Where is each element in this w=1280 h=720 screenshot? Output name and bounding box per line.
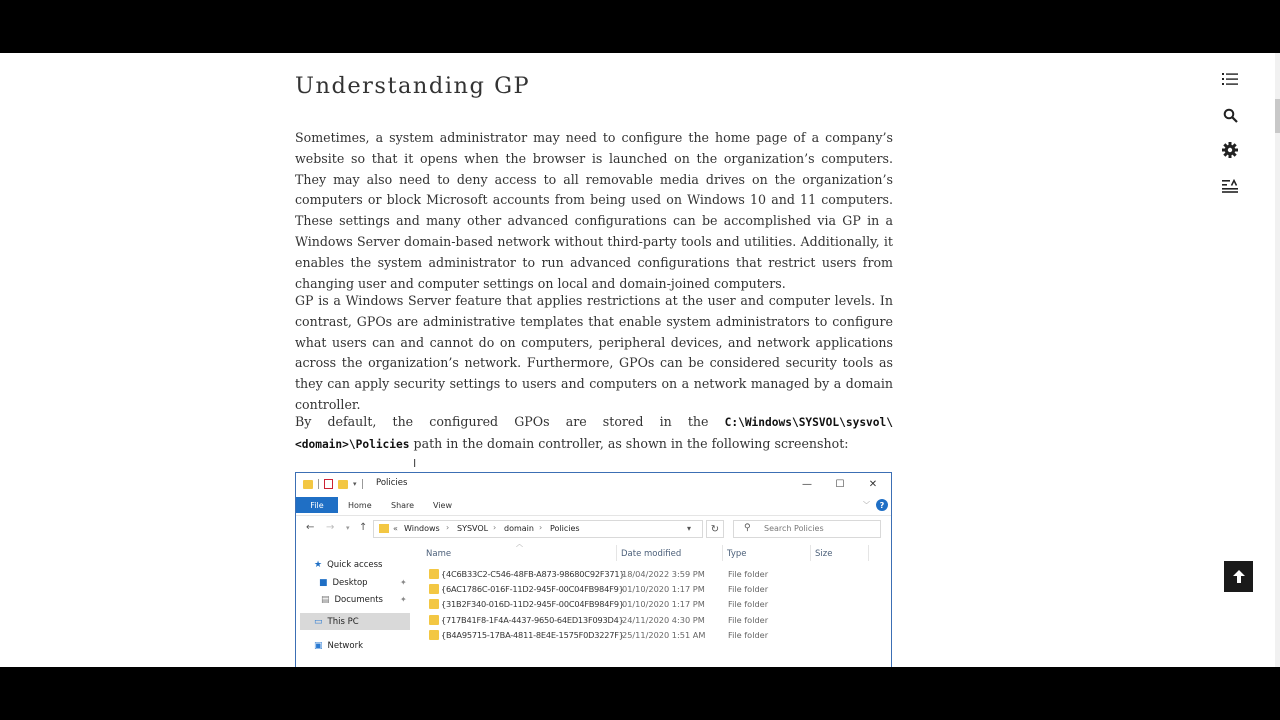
- window-title: Policies: [376, 478, 408, 488]
- computer-icon: ▭: [314, 617, 323, 627]
- file-type: File folder: [728, 615, 769, 625]
- file-type: File folder: [728, 599, 769, 609]
- pin-icon: ✦: [400, 595, 407, 604]
- list-icon: [1222, 72, 1238, 86]
- file-type: File folder: [728, 584, 769, 594]
- reading-settings-button[interactable]: [1218, 174, 1242, 198]
- nav-item-network: [314, 638, 363, 654]
- file-name: {6AC1786C-016F-11D2-945F-00C04FB984F9}: [441, 584, 624, 594]
- network-icon: ▣: [314, 641, 323, 651]
- nav-item-quick-access: [314, 557, 382, 573]
- text-cursor-icon: I: [413, 457, 417, 470]
- table-of-contents-button[interactable]: [1218, 67, 1242, 91]
- breadcrumb-policies: Policies: [550, 524, 580, 533]
- minimize-icon: —: [802, 478, 812, 490]
- expand-ribbon-icon: ﹀: [863, 501, 870, 509]
- page-title: Understanding GP: [295, 73, 531, 99]
- paragraph-3-text-before: By default, the configured GPOs are stored in the: [295, 414, 725, 429]
- file-row: [426, 613, 886, 628]
- file-type: File folder: [728, 569, 769, 579]
- close-icon: ✕: [868, 478, 878, 490]
- paragraph-3: [295, 412, 893, 456]
- folder-icon: [379, 524, 389, 533]
- refresh-icon: ↻: [706, 520, 724, 538]
- column-header-name: Name: [426, 549, 452, 559]
- column-divider: [722, 545, 723, 561]
- file-row: [426, 597, 886, 612]
- up-arrow-icon: ↑: [359, 522, 368, 533]
- file-name: {31B2F340-016D-11D2-945F-00C04FB984F9}: [441, 599, 624, 609]
- gear-icon: [1222, 142, 1238, 158]
- ribbon-tabs: [296, 496, 891, 514]
- quick-access-toolbar: [303, 479, 363, 489]
- nav-label: This PC: [327, 617, 359, 627]
- breadcrumb-sysvol: SYSVOL: [457, 524, 489, 533]
- chevron-right-icon: ›: [446, 523, 450, 532]
- chevron-down-icon: ▾: [687, 524, 692, 533]
- column-header-type: Type: [727, 549, 747, 559]
- search-box: [733, 520, 881, 538]
- back-arrow-icon: ←: [306, 522, 315, 533]
- nav-item-documents: [321, 592, 383, 608]
- navigation-pane: [296, 543, 416, 667]
- page-scrollbar[interactable]: [1275, 53, 1280, 667]
- policies-path-code: C:\Windows\SYSVOL\sysvol\<domain>\Policies: [295, 416, 893, 451]
- toolbar-divider: [362, 479, 363, 489]
- paragraph-2: GP is a Windows Server feature that applies restrictions at the user and computer levels. In contrast, GPOs are administrative templates that enable system administrators to configure what users can and cannot do on computers, peripheral devices, and network applications across the organization’s network. Furthermore, GPOs can be considered security tools as they can apply security settings to users and computers on a network managed by a domain controller.: [295, 293, 893, 412]
- desktop-icon: ■: [319, 578, 328, 588]
- navigation-bar: [296, 515, 891, 542]
- article-page: [0, 53, 1280, 667]
- properties-icon: [324, 479, 333, 489]
- tab-view: View: [433, 501, 452, 510]
- sort-ascending-icon: ︿: [516, 540, 523, 548]
- file-name: {4C6B33C2-C546-48FB-A873-98680C92F371}: [441, 569, 625, 579]
- folder-icon: [429, 569, 439, 579]
- chevron-right-icon: ›: [493, 523, 497, 532]
- paragraph-1: Sometimes, a system administrator may need to configure the home page of a company’s website so that it opens when the browser is launched on the organization’s computers. They may also need to deny access to all removable media drives on the organization’s computers or block Microsoft accounts from being used on Windows 10 and 11 computers. These settings and many other advanced configurations can be accomplished via GP in a Windows Server domain-based network without third-party tools and utilities. Additionally, it enables the system administrator to run advanced configurations that restrict users from changing user and computer settings on local and domain-joined computers.: [295, 130, 893, 291]
- folder-icon: [429, 615, 439, 625]
- nav-label: Desktop: [332, 578, 368, 588]
- tab-home: Home: [348, 501, 372, 510]
- paragraph-3-text-after: path in the domain controller, as shown in the following screenshot:: [409, 435, 849, 451]
- explorer-titlebar: [296, 473, 891, 495]
- video-letterbox-bottom: [0, 667, 1280, 720]
- nav-label: Documents: [334, 595, 383, 605]
- scrollbar-thumb[interactable]: [1275, 99, 1280, 133]
- search-button[interactable]: [1218, 103, 1242, 127]
- file-name: {B4A95715-17BA-4811-8E4E-1575F0D3227F}: [441, 630, 624, 640]
- breadcrumb-domain: domain: [504, 524, 534, 533]
- breadcrumb-overflow: «: [393, 524, 398, 533]
- column-header-size: Size: [815, 549, 833, 559]
- file-name: {717B41F8-1F4A-4437-9650-64ED13F093D4}: [441, 615, 624, 625]
- nav-item-desktop: [319, 575, 368, 591]
- column-header-date-modified: Date modified: [621, 549, 682, 559]
- maximize-icon: ☐: [835, 478, 845, 490]
- scroll-to-top-button[interactable]: [1224, 561, 1253, 592]
- folder-icon: [303, 480, 313, 489]
- recent-locations-icon: ▾: [346, 524, 350, 532]
- file-date: 18/04/2022 3:59 PM: [622, 569, 705, 579]
- file-date: 25/11/2020 1:51 AM: [622, 630, 706, 640]
- folder-icon: [429, 584, 439, 594]
- file-date: 01/10/2020 1:17 PM: [622, 584, 705, 594]
- nav-label: Quick access: [327, 560, 383, 570]
- reading-settings-icon: [1222, 179, 1238, 193]
- search-placeholder: Search Policies: [764, 524, 824, 533]
- file-row: [426, 628, 886, 643]
- column-divider: [810, 545, 811, 561]
- chevron-right-icon: ›: [539, 523, 543, 532]
- video-letterbox-top: [0, 0, 1280, 53]
- document-icon: ▤: [321, 595, 330, 605]
- chevron-down-icon: ▾: [353, 480, 357, 488]
- new-folder-icon: [338, 480, 348, 489]
- column-divider: [616, 545, 617, 561]
- tab-share: Share: [391, 501, 415, 510]
- nav-label: Network: [327, 641, 364, 651]
- file-row: [426, 582, 886, 597]
- forward-arrow-icon: →: [326, 522, 335, 533]
- file-date: 01/10/2020 1:17 PM: [622, 599, 705, 609]
- file-explorer-screenshot: [295, 472, 892, 667]
- arrow-up-icon: [1233, 570, 1245, 583]
- help-icon: ?: [876, 499, 888, 511]
- search-icon: [1223, 108, 1238, 123]
- address-bar: [373, 520, 703, 538]
- pin-icon: ✦: [400, 578, 407, 587]
- file-row: [426, 567, 886, 582]
- file-type: File folder: [728, 630, 769, 640]
- tab-file: File: [296, 497, 338, 513]
- folder-icon: [429, 630, 439, 640]
- breadcrumb-windows: Windows: [404, 524, 440, 533]
- star-icon: ★: [314, 560, 323, 570]
- column-divider: [868, 545, 869, 561]
- search-icon: ⚲: [744, 523, 751, 533]
- folder-icon: [429, 599, 439, 609]
- settings-button[interactable]: [1218, 138, 1242, 162]
- toolbar-divider: [318, 479, 319, 489]
- file-date: 24/11/2020 4:30 PM: [622, 615, 705, 625]
- nav-item-this-pc: [314, 614, 359, 630]
